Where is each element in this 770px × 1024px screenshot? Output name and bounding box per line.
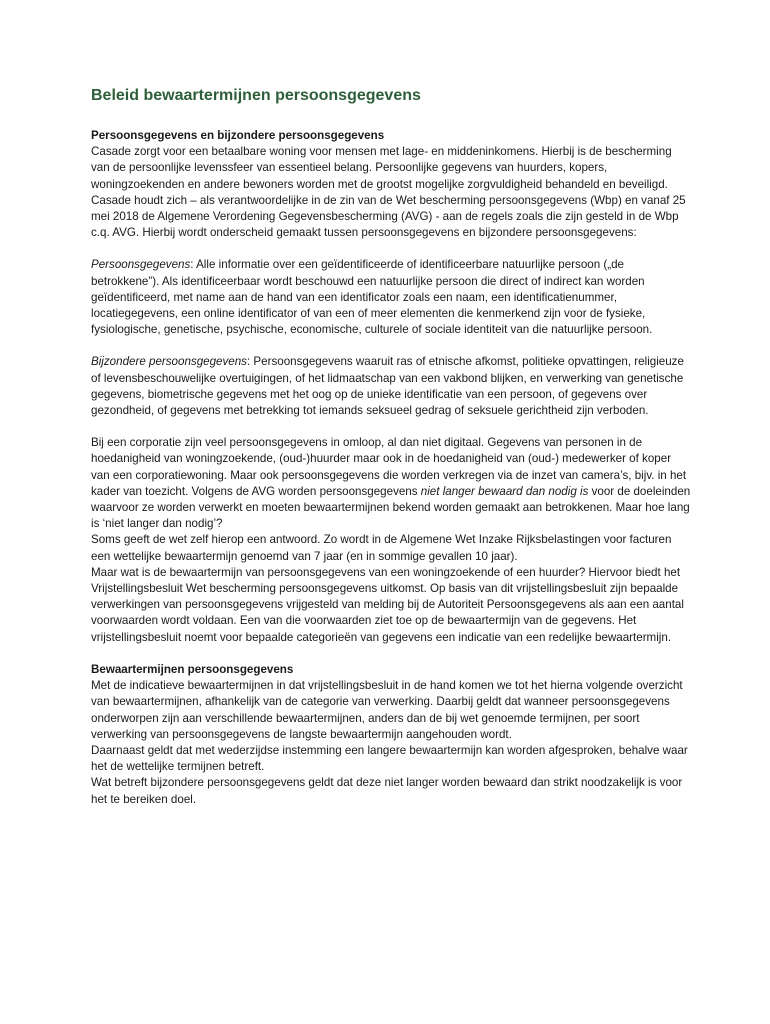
corporatie-paragraph: Bij een corporatie zijn veel persoonsgegevens in omloop, al dan niet digitaal. Gegevens van personen in de hoedanigheid van woningzoekende, (oud-)huurder maar ook in de hoedanigheid van (oud-) medewerker of koper van een corporatiewoning. Maar ook persoonsgegevens die worden verkregen via de inzet van camera’s, bijv. in het kader van toezicht. Volgens de AVG worden persoonsgegevens niet langer bewaard dan nodig is voor de doeleinden waarvoor ze worden verwerkt en moeten bewaartermijnen bekend worden gemaakt aan betrokkenen. Maar hoe lang is ‘niet langer dan nodig’?: [91, 436, 691, 531]
vrijstellingsbesluit-paragraph: Maar wat is de bewaartermijn van persoonsgegevens van een woningzoekende of een huurder? Hiervoor biedt het Vrijstellingsbesluit Wet bescherming persoonsgegevens uitkomst. Op basis van dit vrijstellingsbesluit zijn bepaalde verwerkingen van persoonsgegevens vrijgesteld van melding bij de Autoriteit Persoonsgegevens als aan een aantal voorwaarden wordt voldaan. Een van die voorwaarden ziet toe op de bewaartermijn van de gegevens. Het vrijstellingsbesluit noemt voor bepaalde categorieën van gegevens een indicatie van een redelijke bewaartermijn.: [91, 565, 684, 644]
definition-text: : Persoonsgegevens waaruit ras of etnische afkomst, politieke opvattingen, religieuze of levensbeschouwelijke overtuigingen, of het lidmaatschap van een vakbond blijken, en verwerking van genetische gegevens, biometrische gegevens met het oog op de unieke identificatie van een persoon, of gegevens over gezondheid, of gegevens met betrekking tot iemands seksueel gedrag of seksuele gerichtheid zijn verboden.: [91, 355, 684, 418]
wet-paragraph: Soms geeft de wet zelf hierop een antwoord. Zo wordt in de Algemene Wet Inzake Rijksbelastingen voor facturen een wettelijke bewaartermijn genoemd van 7 jaar (en in sommige gevallen 10 jaar).: [91, 533, 672, 563]
section-heading-persoonsgegevens: Persoonsgegevens en bijzondere persoonsgegevens: [91, 129, 385, 142]
definition-bijzondere-persoonsgegevens: [91, 354, 691, 419]
document-title: Beleid bewaartermijnen persoonsgegevens: [91, 87, 421, 104]
bewaartermijnen-paragraph: Met de indicatieve bewaartermijnen in dat vrijstellingsbesluit in de hand komen we tot het hierna volgende overzicht van bewaartermijnen, afhankelijk van de categorie van verwerking. Daarbij geldt dat wanneer persoonsgegevens onderworpen zijn aan verschillende bewaartermijnen, anders dan de bij wet genoemde termijnen, per soort verwerking van persoonsgegevens de langste bewaartermijn aangehouden wordt.: [91, 679, 683, 741]
bijzondere-paragraph: Wat betreft bijzondere persoonsgegevens geldt dat deze niet langer worden bewaard dan strikt noodzakelijk is voor het te bereiken doel.: [91, 776, 683, 806]
definition-term: Persoonsgegevens: [91, 258, 191, 272]
definition-text: : Alle informatie over een geïdentificeerde of identificeerbare natuurlijke persoon („de betrokkene”). Als identificeerbaar wordt beschouwd een natuurlijke persoon die direct of indirect kan worden geïdentificeerd, met name aan de hand van een identificator zoals een naam, een identificatienummer, locatiegegevens, een online identificator of van een of meer elementen die kenmerkend zijn voor de fysieke, fysiologische, genetische, psychische, economische, culturele of sociale identiteit van die natuurlijke persoon.: [91, 258, 653, 337]
section-heading-bewaartermijnen: Bewaartermijnen persoonsgegevens: [91, 662, 294, 676]
definition-persoonsgegevens: [91, 257, 691, 338]
definition-term: Bijzondere persoonsgegevens: [91, 355, 247, 369]
document-page: [91, 86, 691, 808]
intro-paragraph: Casade zorgt voor een betaalbare woning voor mensen met lage- en middeninkomens. Hierbij is de bescherming van de persoonlijke levenssfeer van essentieel belang. Persoonlijke gegevens van huurders, kopers, woningzoekenden en andere bewoners worden met de grootst mogelijke zorgvuldigheid behandeld en beveiligd. Casade houdt zich – als verantwoordelijke in de zin van de Wet bescherming persoonsgegevens (Wbp) en vanaf 25 mei 2018 de Algemene Verordening Gegevensbescherming (AVG) - aan de regels zoals die zijn gesteld in de Wbp c.q. AVG. Hierbij wordt onderscheid gemaakt tussen persoonsgegevens en bijzondere persoonsgegevens:: [91, 145, 686, 240]
instemming-paragraph: Daarnaast geldt dat met wederzijdse instemming een langere bewaartermijn kan worden afgesproken, behalve waar het de wettelijke termijnen betreft.: [91, 743, 688, 774]
emphasis-text: niet langer bewaard dan nodig is: [420, 484, 589, 498]
